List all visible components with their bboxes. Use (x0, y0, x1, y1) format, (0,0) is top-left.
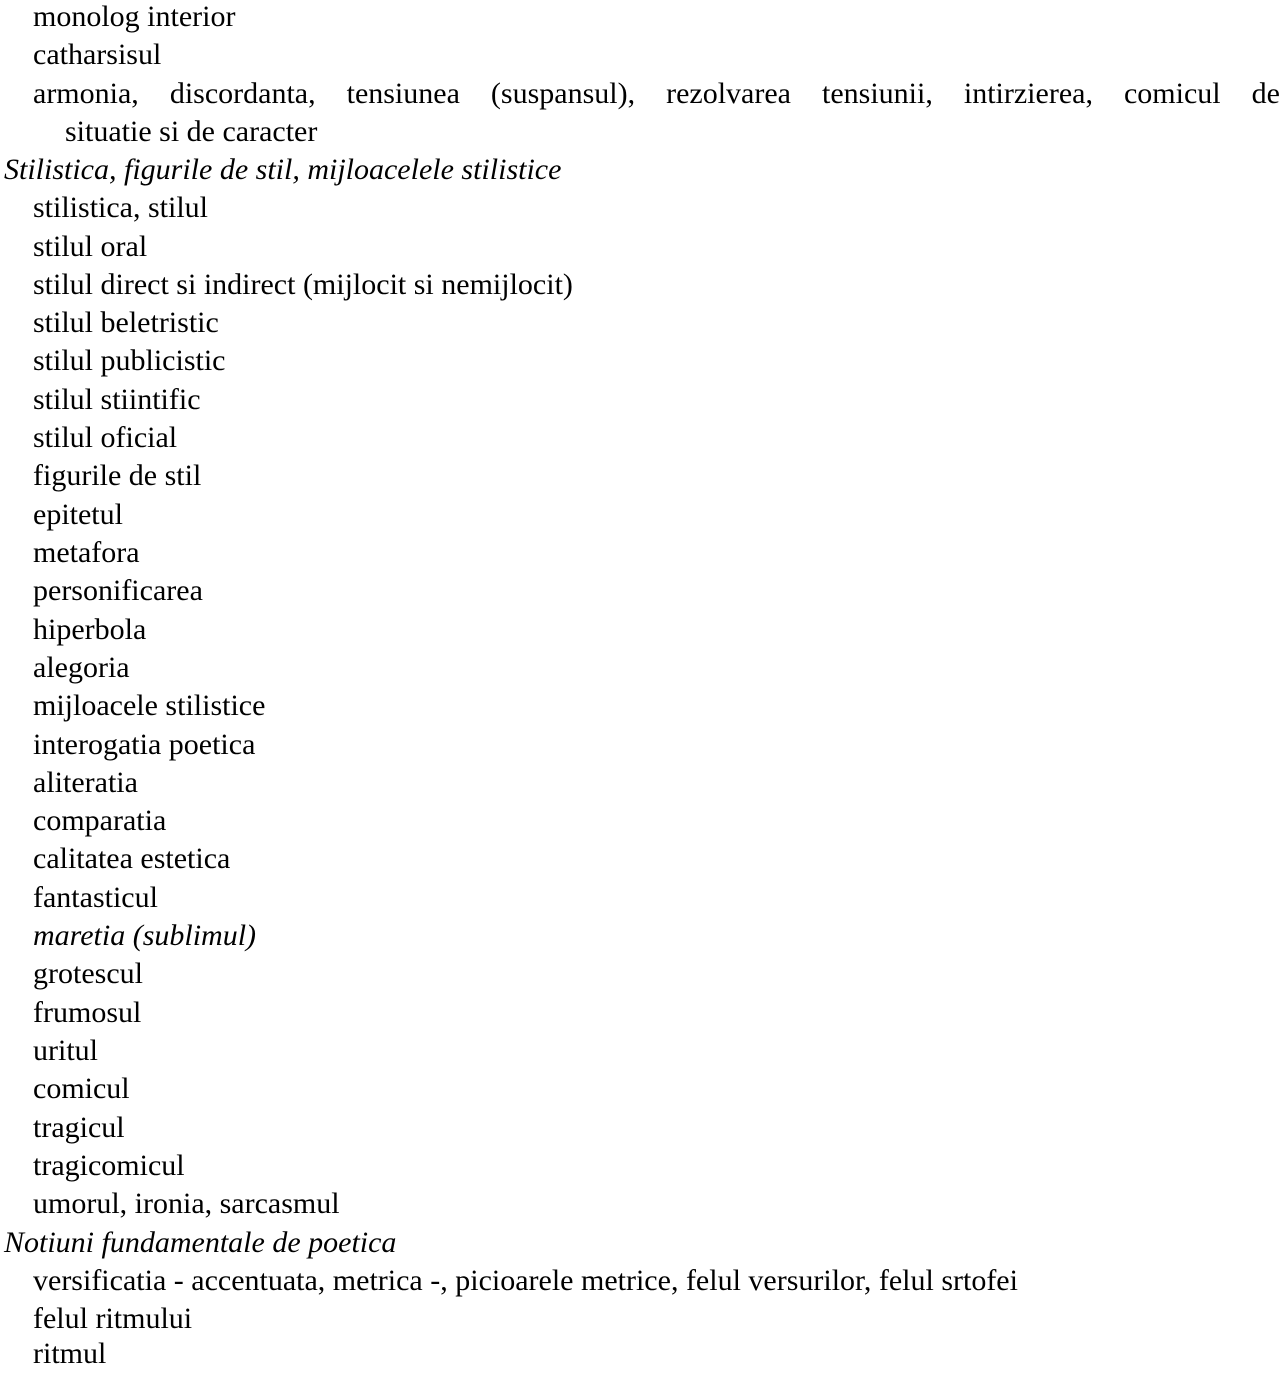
word: (suspansul), (490, 77, 636, 110)
list-item: alegoria (33, 651, 130, 684)
list-item: catharsisul (33, 38, 162, 71)
list-item: stilul beletristic (33, 306, 219, 339)
list-item: metafora (33, 536, 140, 569)
word: intirzierea, (963, 77, 1093, 110)
list-item: frumosul (33, 996, 142, 1029)
list-item: stilul stiintific (33, 383, 201, 416)
word: comicul (1123, 77, 1221, 110)
list-item: versificatia - accentuata, metrica -, picioarele metrice, felul versurilor, felul srtofei (33, 1264, 1018, 1297)
list-item: comparatia (33, 804, 167, 837)
list-item: stilul oficial (33, 421, 178, 454)
list-item: interogatia poetica (33, 728, 256, 761)
word: de (1251, 77, 1280, 110)
list-item: stilul direct si indirect (mijlocit si nemijlocit) (33, 268, 573, 301)
word: rezolvarea (666, 77, 791, 110)
list-item: fantasticul (33, 881, 158, 914)
list-item: tragicul (33, 1111, 125, 1144)
list-item: aliteratia (33, 766, 138, 799)
word: tensiunea (346, 77, 460, 110)
list-item: felul ritmului (33, 1302, 193, 1335)
list-item: figurile de stil (33, 459, 202, 492)
section-heading: Stilistica, figurile de stil, mijloacelele stilistice (4, 153, 562, 186)
list-item: stilistica, stilul (33, 191, 209, 224)
list-item: grotescul (33, 957, 143, 990)
list-item: tragicomicul (33, 1149, 185, 1182)
list-item: comicul (33, 1072, 130, 1105)
list-item: hiperbola (33, 613, 147, 646)
list-item: umorul, ironia, sarcasmul (33, 1187, 340, 1220)
list-item: ritmul (33, 1337, 107, 1370)
list-item: stilul publicistic (33, 344, 226, 377)
list-item: monolog interior (33, 0, 236, 33)
word: armonia, (33, 77, 139, 110)
list-item: epitetul (33, 498, 123, 531)
list-item: calitatea estetica (33, 842, 231, 875)
list-item-justified (33, 75, 1280, 113)
list-item: personificarea (33, 574, 203, 607)
section-heading: Notiuni fundamentale de poetica (4, 1226, 397, 1259)
list-item-continuation: situatie si de caracter (65, 115, 318, 148)
word: tensiunii, (822, 77, 933, 110)
list-item: stilul oral (33, 230, 148, 263)
list-item: mijloacele stilistice (33, 689, 266, 722)
word: discordanta, (169, 77, 316, 110)
list-item-italic: maretia (sublimul) (33, 919, 257, 952)
list-item: uritul (33, 1034, 98, 1067)
